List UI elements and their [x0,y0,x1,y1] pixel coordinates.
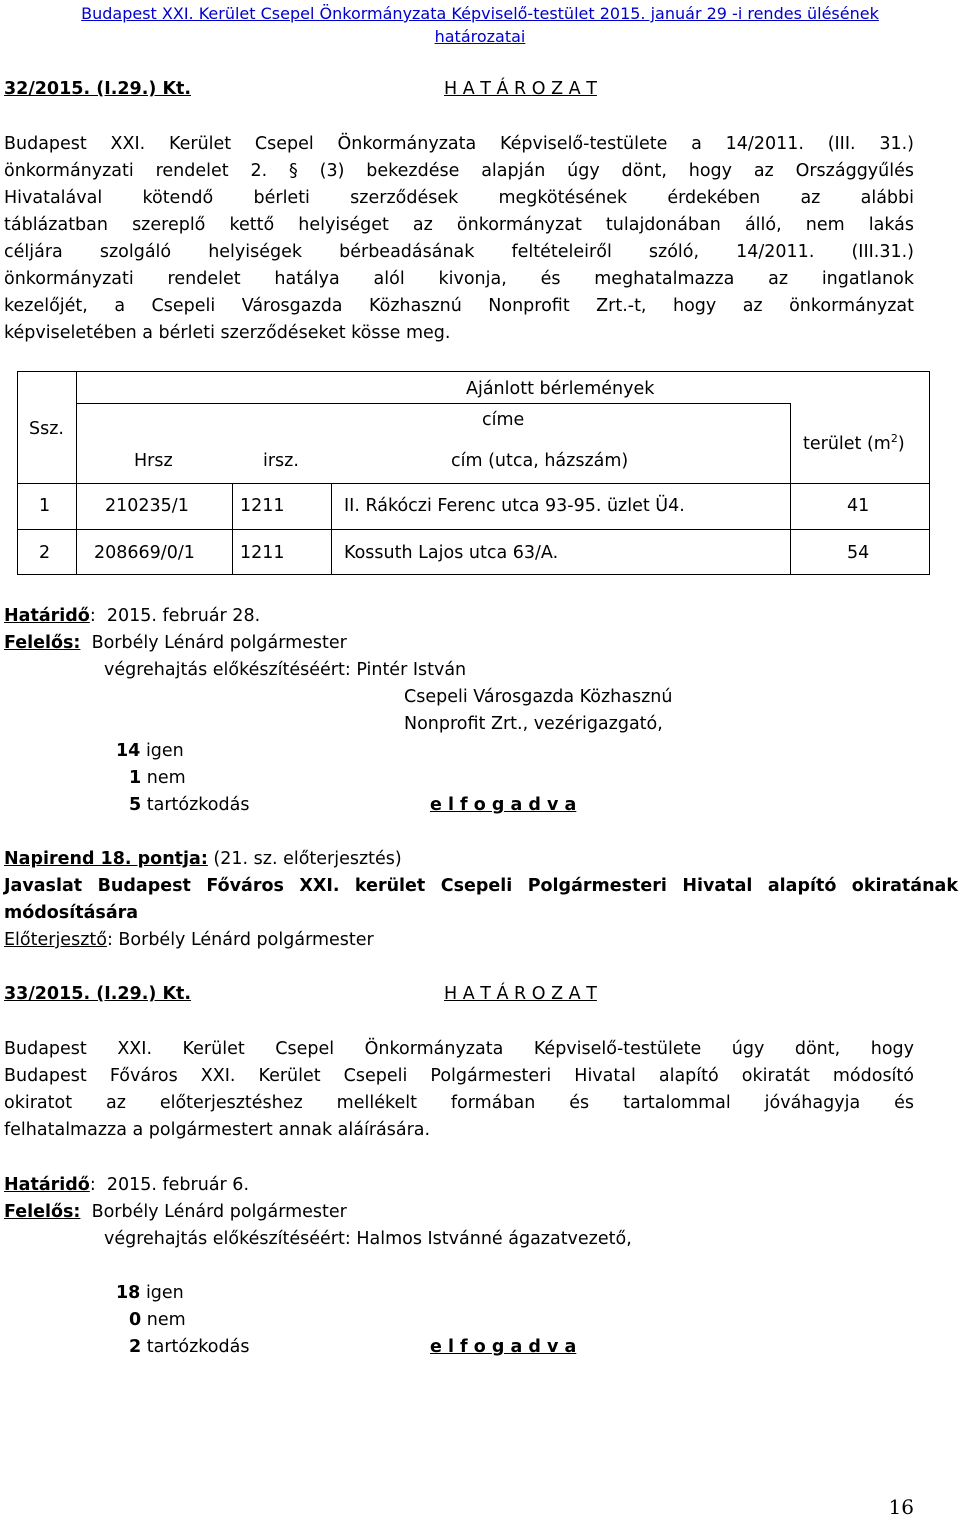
agenda-presenter: Előterjesztő: Borbély Lénárd polgármester [4,930,374,950]
row-1-ssz: 1 [39,496,51,516]
resolution-1-body [4,131,914,347]
row-2-terulet: 54 [847,543,870,563]
prep-1: végrehajtás előkészítéséért: Pintér István [104,660,467,680]
header-cim: cím (utca, házszám) [451,451,629,471]
body-line: képviseletében a bérleti szerződéseket kösse meg. [4,323,451,343]
resolution-1-heading: H A T Á R O Z A T [444,79,597,99]
header-line-2[interactable]: határozatai [434,27,526,46]
header-terulet: terület $(m^2)$ [803,432,905,454]
body-line: Hivatalával kötendő bérleti szerződések megkötésének érdekében az alábbi [4,188,914,208]
responsible-2: Felelős: Borbély Lénárd polgármester [4,1202,347,1222]
body-line: önkormányzati rendelet 2. § (3) bekezdése alapján úgy dönt, hogy az Országgyűlés [4,161,914,181]
row-2-hrsz: 208669/0/1 [94,543,195,563]
body-line: Budapest XXI. Kerület Csepel Önkormányzata Képviselő-testülete a 14/2011. (III. 31.) [4,134,914,154]
header-line-1[interactable]: Budapest XXI. Kerület Csepel Önkormányzata Képviselő-testület 2015. január 29 -i rendes ülésének [81,4,879,23]
page-header[interactable] [0,2,960,48]
prep-org-1-line2: Nonprofit Zrt., vezérigazgató, [404,714,663,734]
body-line: felhatalmazza a polgármestert annak aláírására. [4,1120,431,1140]
vote-no-2: 0 nem [129,1310,186,1330]
prep-org-1-line1: Csepeli Városgazda Közhasznú [404,687,673,707]
page-number: 16 [888,1495,914,1519]
row-2-ssz: 2 [39,543,51,563]
agenda-title-line2: módosítására [4,903,139,923]
resolution-2-number: 33/2015. (I.29.) Kt. [4,984,192,1004]
header-hrsz: Hrsz [134,451,173,471]
agenda-title-line1: Javaslat Budapest Főváros XXI. kerület Csepeli Polgármesteri Hivatal alapító okiratának [4,876,958,896]
result-2: e l f o g a d v a [430,1337,577,1357]
body-line: kezelőjét, a Csepeli Városgazda Közhasznú Nonprofit Zrt.-t, hogy az önkormányzat [4,296,914,316]
vote-abstain-2: 2 tartózkodás [129,1337,250,1357]
header-irsz: irsz. [263,451,299,471]
row-2-irsz: 1211 [240,543,285,563]
header-group-line2: címe [482,410,525,430]
vote-no-1: 1 nem [129,768,186,788]
resolution-2-body [4,1036,914,1144]
header-group-line1: Ajánlott bérlemények [466,379,655,399]
agenda-point: Napirend 18. pontja: (21. sz. előterjesztés) [4,849,402,869]
row-1-terulet: 41 [847,496,870,516]
vote-abstain-1: 5 tartózkodás [129,795,250,815]
row-2-cim: Kossuth Lajos utca 63/A. [344,543,559,563]
row-1-hrsz: 210235/1 [105,496,189,516]
resolution-2-heading: H A T Á R O Z A T [444,984,597,1004]
premises-table [17,371,930,575]
resolution-1-number: 32/2015. (I.29.) Kt. [4,79,192,99]
body-line: táblázatban szereplő kettő helyiséget az önkormányzat tulajdonában álló, nem lakás [4,215,914,235]
vote-yes-2: 18 igen [116,1283,184,1303]
body-line: céljára szolgáló helyiségek bérbeadásának feltételeiről szóló, 14/2011. (III.31.) [4,242,914,262]
body-line: önkormányzati rendelet hatálya alól kivonja, és meghatalmazza az ingatlanok [4,269,914,289]
header-ssz: Ssz. [29,419,64,439]
vote-yes-1: 14 igen [116,741,184,761]
result-1: e l f o g a d v a [430,795,577,815]
row-1-cim: II. Rákóczi Ferenc utca 93-95. üzlet Ü4. [344,496,685,516]
deadline-1: Határidő: 2015. február 28. [4,606,261,626]
body-line: Budapest Főváros XXI. Kerület Csepeli Polgármesteri Hivatal alapító okiratát módosító [4,1066,914,1086]
responsible-1: Felelős: Borbély Lénárd polgármester [4,633,347,653]
deadline-2: Határidő: 2015. február 6. [4,1175,250,1195]
body-line: Budapest XXI. Kerület Csepel Önkormányzata Képviselő-testülete úgy dönt, hogy [4,1039,914,1059]
body-line: okiratot az előterjesztéshez mellékelt formában és tartalommal jóváhagyja és [4,1093,914,1113]
row-1-irsz: 1211 [240,496,285,516]
prep-2: végrehajtás előkészítéséért: Halmos Istvánné ágazatvezető, [104,1229,632,1249]
